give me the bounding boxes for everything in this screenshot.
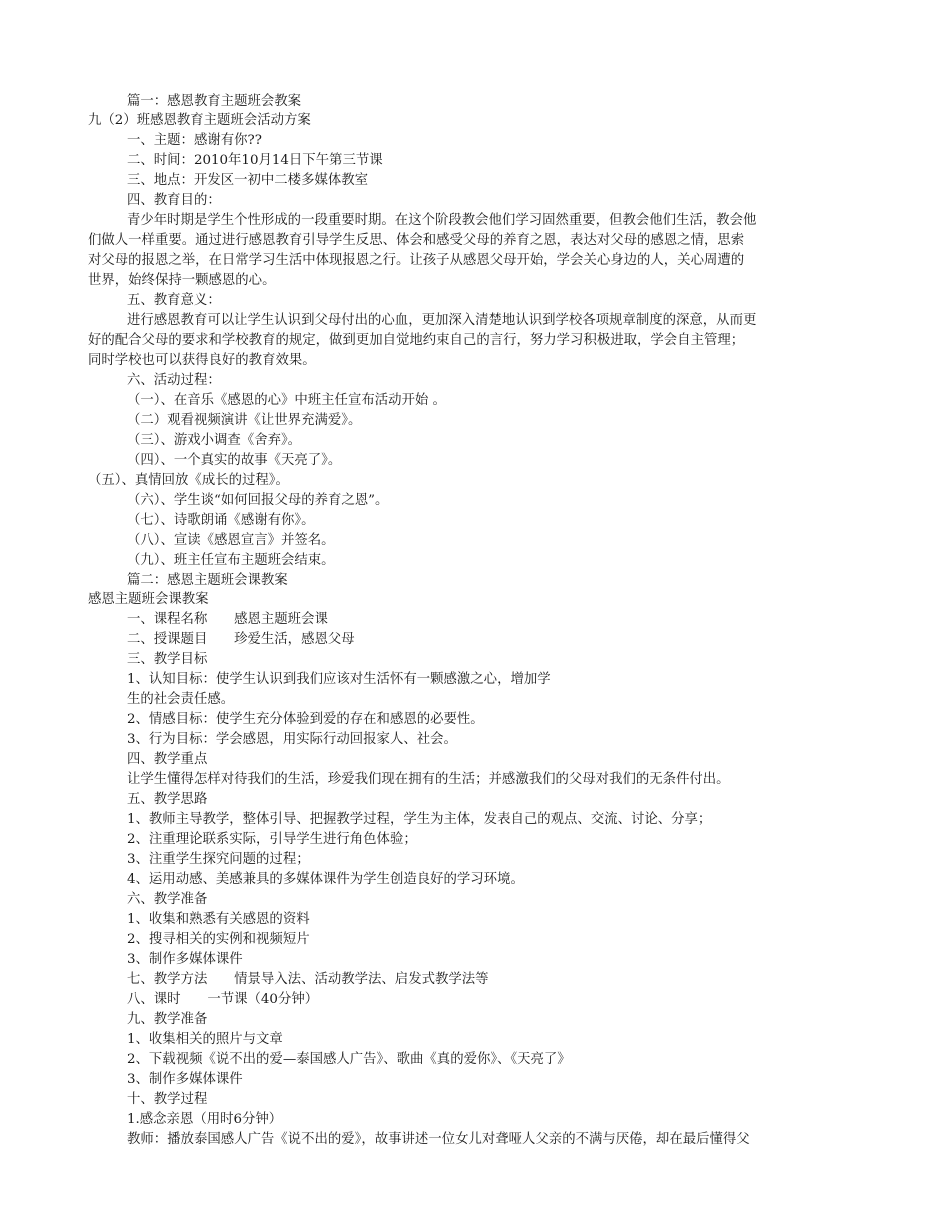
list-item: 八、课时 一节课（40分钟） bbox=[127, 992, 319, 1007]
list-item: 1、收集相关的照片与文章 bbox=[127, 1032, 283, 1047]
list-item: 1、教师主导教学，整体引导、把握教学过程，学生为主体，发表自己的观点、交流、讨论、分享； bbox=[127, 812, 712, 827]
list-item: （一）、在音乐《感恩的心》中班主任宣布活动开始 。 bbox=[127, 393, 446, 408]
list-item: （八）、宣读《感恩宣言》并签名。 bbox=[127, 533, 335, 548]
section-heading: 五、教学思路 bbox=[127, 792, 208, 807]
paragraph-line: 好的配合父母的要求和学校教育的规定，做到更加自觉地约束自己的言行，努力学习积极进取，学会自主管理； bbox=[88, 333, 745, 348]
paragraph-line: 教师：播放泰国感人广告《说不出的爱》，故事讲述一位女儿对聋哑人父亲的不满与厌倦，却在最后懂得父 bbox=[127, 1132, 750, 1147]
list-item: （七）、诗歌朗诵《感谢有你》。 bbox=[127, 513, 315, 528]
paragraph-line: 进行感恩教育可以让学生认识到父母付出的心血，更加深入清楚地认识到学校各项规章制度的深意，从而更 bbox=[127, 313, 757, 328]
list-item: 3、行为目标：学会感恩，用实际行动回报家人、社会。 bbox=[127, 732, 457, 747]
list-item: 2、搜寻相关的实例和视频短片 bbox=[127, 932, 310, 947]
paragraph-line: 对父母的报恩之举，在日常学习生活中体现报恩之行。让孩子从感恩父母开始，学会关心身边的人，关心周遭的 bbox=[88, 253, 745, 268]
plan-title: 九（2）班感恩教育主题班会活动方案 bbox=[88, 113, 311, 128]
paragraph-line: 让学生懂得怎样对待我们的生活，珍爱我们现在拥有的生活；并感激我们的父母对我们的无条件付出。 bbox=[127, 772, 730, 787]
section-heading: 五、教育意义： bbox=[127, 293, 221, 308]
list-item: 2、情感目标：使学生充分体验到爱的存在和感恩的必要性。 bbox=[127, 712, 484, 727]
theme-line: 一、主题：感谢有你?? bbox=[127, 133, 262, 148]
list-item: 生的社会责任感。 bbox=[127, 692, 235, 707]
lesson-plan-title: 感恩主题班会课教案 bbox=[88, 592, 209, 607]
list-item: 1、认知目标：使学生认识到我们应该对生活怀有一颗感激之心，增加学 bbox=[127, 672, 551, 687]
list-item: 2、注重理论联系实际，引导学生进行角色体验； bbox=[127, 832, 417, 847]
location-line: 三、地点：开发区一初中二楼多媒体教室 bbox=[127, 173, 369, 188]
section-heading: 九、教学准备 bbox=[127, 1012, 208, 1027]
list-item: （四）、一个真实的故事《天亮了》。 bbox=[127, 453, 342, 468]
list-item: （二）观看视频演讲《让世界充满爱》。 bbox=[127, 413, 362, 428]
list-item: 七、教学方法 情景导入法、活动教学法、启发式教学法等 bbox=[127, 972, 489, 987]
list-item: 2、下载视频《说不出的爱—泰国感人广告》、歌曲《真的爱你》、《天亮了》 bbox=[127, 1052, 571, 1067]
section-heading: 六、活动过程： bbox=[127, 373, 221, 388]
list-item: （三）、游戏小调查《舍弃》。 bbox=[127, 433, 302, 448]
section-heading: 四、教学重点 bbox=[127, 752, 208, 767]
part-two-heading: 篇二：感恩主题班会课教案 bbox=[127, 573, 288, 588]
list-item: 一、课程名称 感恩主题班会课 bbox=[127, 612, 328, 627]
paragraph-line: 们做人一样重要。通过进行感恩教育引导学生反思、体会和感受父母的养育之恩，表达对父母的感恩之情，思索 bbox=[88, 233, 745, 248]
paragraph-line: 同时学校也可以获得良好的教育效果。 bbox=[88, 353, 316, 368]
list-item: 4、运用动感、美感兼具的多媒体课件为学生创造良好的学习环境。 bbox=[127, 872, 524, 887]
list-item: （五）、真情回放《成长的过程》。 bbox=[88, 473, 289, 488]
section-heading: 三、教学目标 bbox=[127, 652, 208, 667]
time-line: 二、时间：2010年10月14日下午第三节课 bbox=[127, 153, 383, 168]
section-heading: 六、教学准备 bbox=[127, 892, 208, 907]
paragraph-line: 青少年时期是学生个性形成的一段重要时期。在这个阶段教会他们学习固然重要，但教会他们生活，教会他 bbox=[127, 213, 757, 228]
paragraph-line: 世界，始终保持一颗感恩的心。 bbox=[88, 273, 276, 288]
section-heading: 四、教育目的： bbox=[127, 193, 221, 208]
list-item: （九）、班主任宣布主题班会结束。 bbox=[127, 553, 335, 568]
list-item: （六）、学生谈“如何回报父母的养育之恩”。 bbox=[127, 493, 389, 508]
part-one-heading: 篇一：感恩教育主题班会教案 bbox=[127, 94, 302, 109]
list-item: 1、收集和熟悉有关感恩的资料 bbox=[127, 912, 310, 927]
section-heading: 十、教学过程 bbox=[127, 1092, 208, 1107]
list-item: 3、注重学生探究问题的过程； bbox=[127, 852, 310, 867]
list-item: 二、授课题目 珍爱生活，感恩父母 bbox=[127, 632, 355, 647]
list-item: 1.感念亲恩（用时6分钟） bbox=[127, 1112, 283, 1127]
list-item: 3、制作多媒体课件 bbox=[127, 1072, 243, 1087]
list-item: 3、制作多媒体课件 bbox=[127, 952, 243, 967]
